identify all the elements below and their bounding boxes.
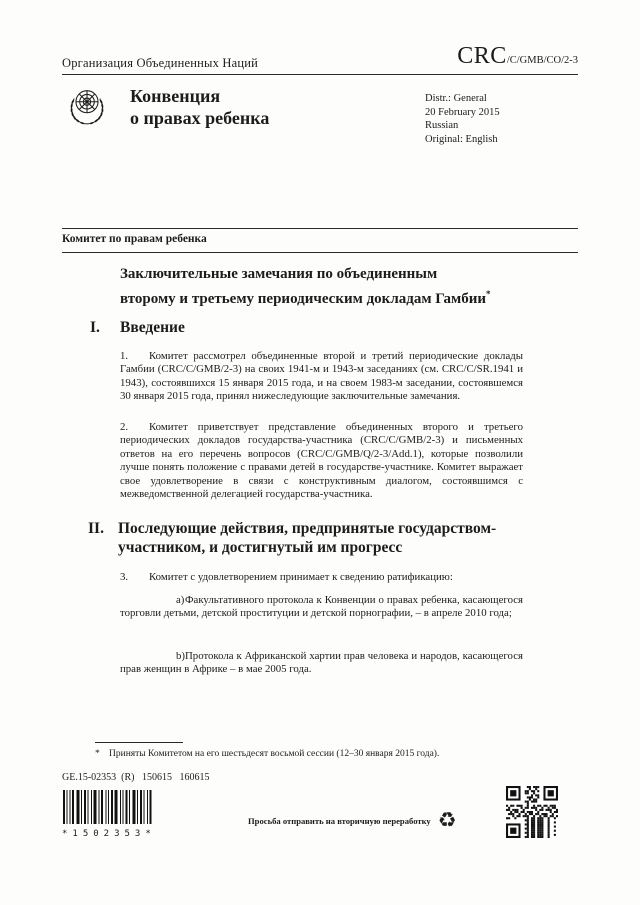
recycle-text: Просьба отправить на вторичную переработку [248, 815, 431, 826]
section-1-heading [90, 318, 520, 337]
doc-symbol [457, 43, 578, 70]
section-1-number: I. [90, 319, 100, 336]
main-heading [120, 264, 550, 309]
paragraph-1-number: 1. [120, 350, 129, 362]
paragraph-3-number: 3. [120, 571, 129, 583]
subparagraph-a-text: Факультативного протокола к Конвенции о правах ребенка, касающегося торговли детьми, детской проституции и детской порнографии, – в апреле 2010 года; [120, 594, 523, 620]
paragraph-1-text: Комитет рассмотрел объединенные второй и третий периодические доклады Гамбии (CRC/C/GMB/2-3) на своих 1941-м и 1943-м заседаниях (см. CRC/C/SR.1941 и 1943), состоявшихся 15 января 2015 года, и на своем 1983-м заседании, состоявшемся 30 января 2015 года, принял нижеследующие заключительные замечания. [120, 350, 523, 403]
org-name: Организация Объединенных Наций [62, 56, 259, 70]
footnote [95, 748, 535, 760]
paragraph-3-text: Комитет с удовлетворением принимает к сведению ратификацию: [149, 571, 453, 583]
footnote-marker-bottom: * [95, 749, 100, 759]
publication-title [130, 85, 269, 129]
footnote-marker: * [486, 289, 491, 299]
subparagraph-b-label: b) [176, 650, 185, 662]
paragraph-2 [120, 421, 523, 501]
doc-symbol-series: CRC [457, 43, 507, 69]
doc-symbol-number: /C/GMB/CO/2-3 [506, 55, 578, 66]
paragraph-2-number: 2. [120, 421, 129, 433]
main-heading-line2: второму и третьему периодическим докладам Гамбии [120, 291, 487, 307]
subparagraph-b [120, 650, 523, 677]
footnote-rule [95, 742, 183, 743]
section-2-heading [88, 519, 518, 557]
barcode [62, 790, 160, 831]
paragraph-3 [120, 571, 523, 584]
publication-title-line2: о правах ребенка [130, 108, 270, 128]
distr-line: Distr.: General [425, 93, 487, 104]
distribution-info [425, 92, 500, 146]
committee-rule-bottom [62, 252, 578, 253]
subparagraph-a [120, 594, 523, 621]
recycle-notice [248, 810, 457, 831]
paragraph-1 [120, 350, 523, 404]
main-heading-line1: Заключительные замечания по объединенным [120, 266, 438, 282]
subparagraph-a-label: a) [176, 594, 185, 606]
paragraph-2-text: Комитет приветствует представление объединенных второго и третьего периодических докладов государства-участника (CRC/C/GMB/2-3) и письменных ответов на его перечень вопросов (CRC/C/GMB/Q/2-3/Add.1), которые позволили лучше понять положение с правами детей в государстве-участнике. Комитет выражает свое удовлетворение в связи с конструктивным диалогом, состоявшимся с межведомственной делегацией государства-участника. [120, 421, 523, 501]
subparagraph-b-text: Протокола к Африканской хартии прав человека и народов, касающегося прав женщин в Африке – в мае 2005 года. [120, 650, 523, 676]
header-rule [62, 74, 578, 75]
date-line: 20 February 2015 [425, 106, 500, 118]
publication-title-line1: Конвенция [130, 86, 221, 106]
section-2-number: II. [88, 520, 104, 537]
un-emblem-icon [64, 84, 110, 130]
barcode-label: *1502353* [62, 829, 156, 839]
original-line: Original: English [425, 133, 498, 145]
footnote-text: Приняты Комитетом на его шестьдесят восьмой сессии (12–30 января 2015 года). [109, 749, 440, 759]
section-2-title: Последующие действия, предпринятые государством-участником, и достигнутый им прогресс [118, 520, 497, 556]
committee-rule-top [62, 228, 578, 229]
section-1-title: Введение [120, 319, 185, 336]
recycle-icon: ♻ [437, 808, 457, 832]
language-line: Russian [425, 120, 459, 131]
ge-number: GE.15-02353 (R) 150615 160615 [62, 772, 210, 783]
committee-name: Комитет по правам ребенка [62, 233, 207, 245]
qr-code [506, 786, 558, 843]
